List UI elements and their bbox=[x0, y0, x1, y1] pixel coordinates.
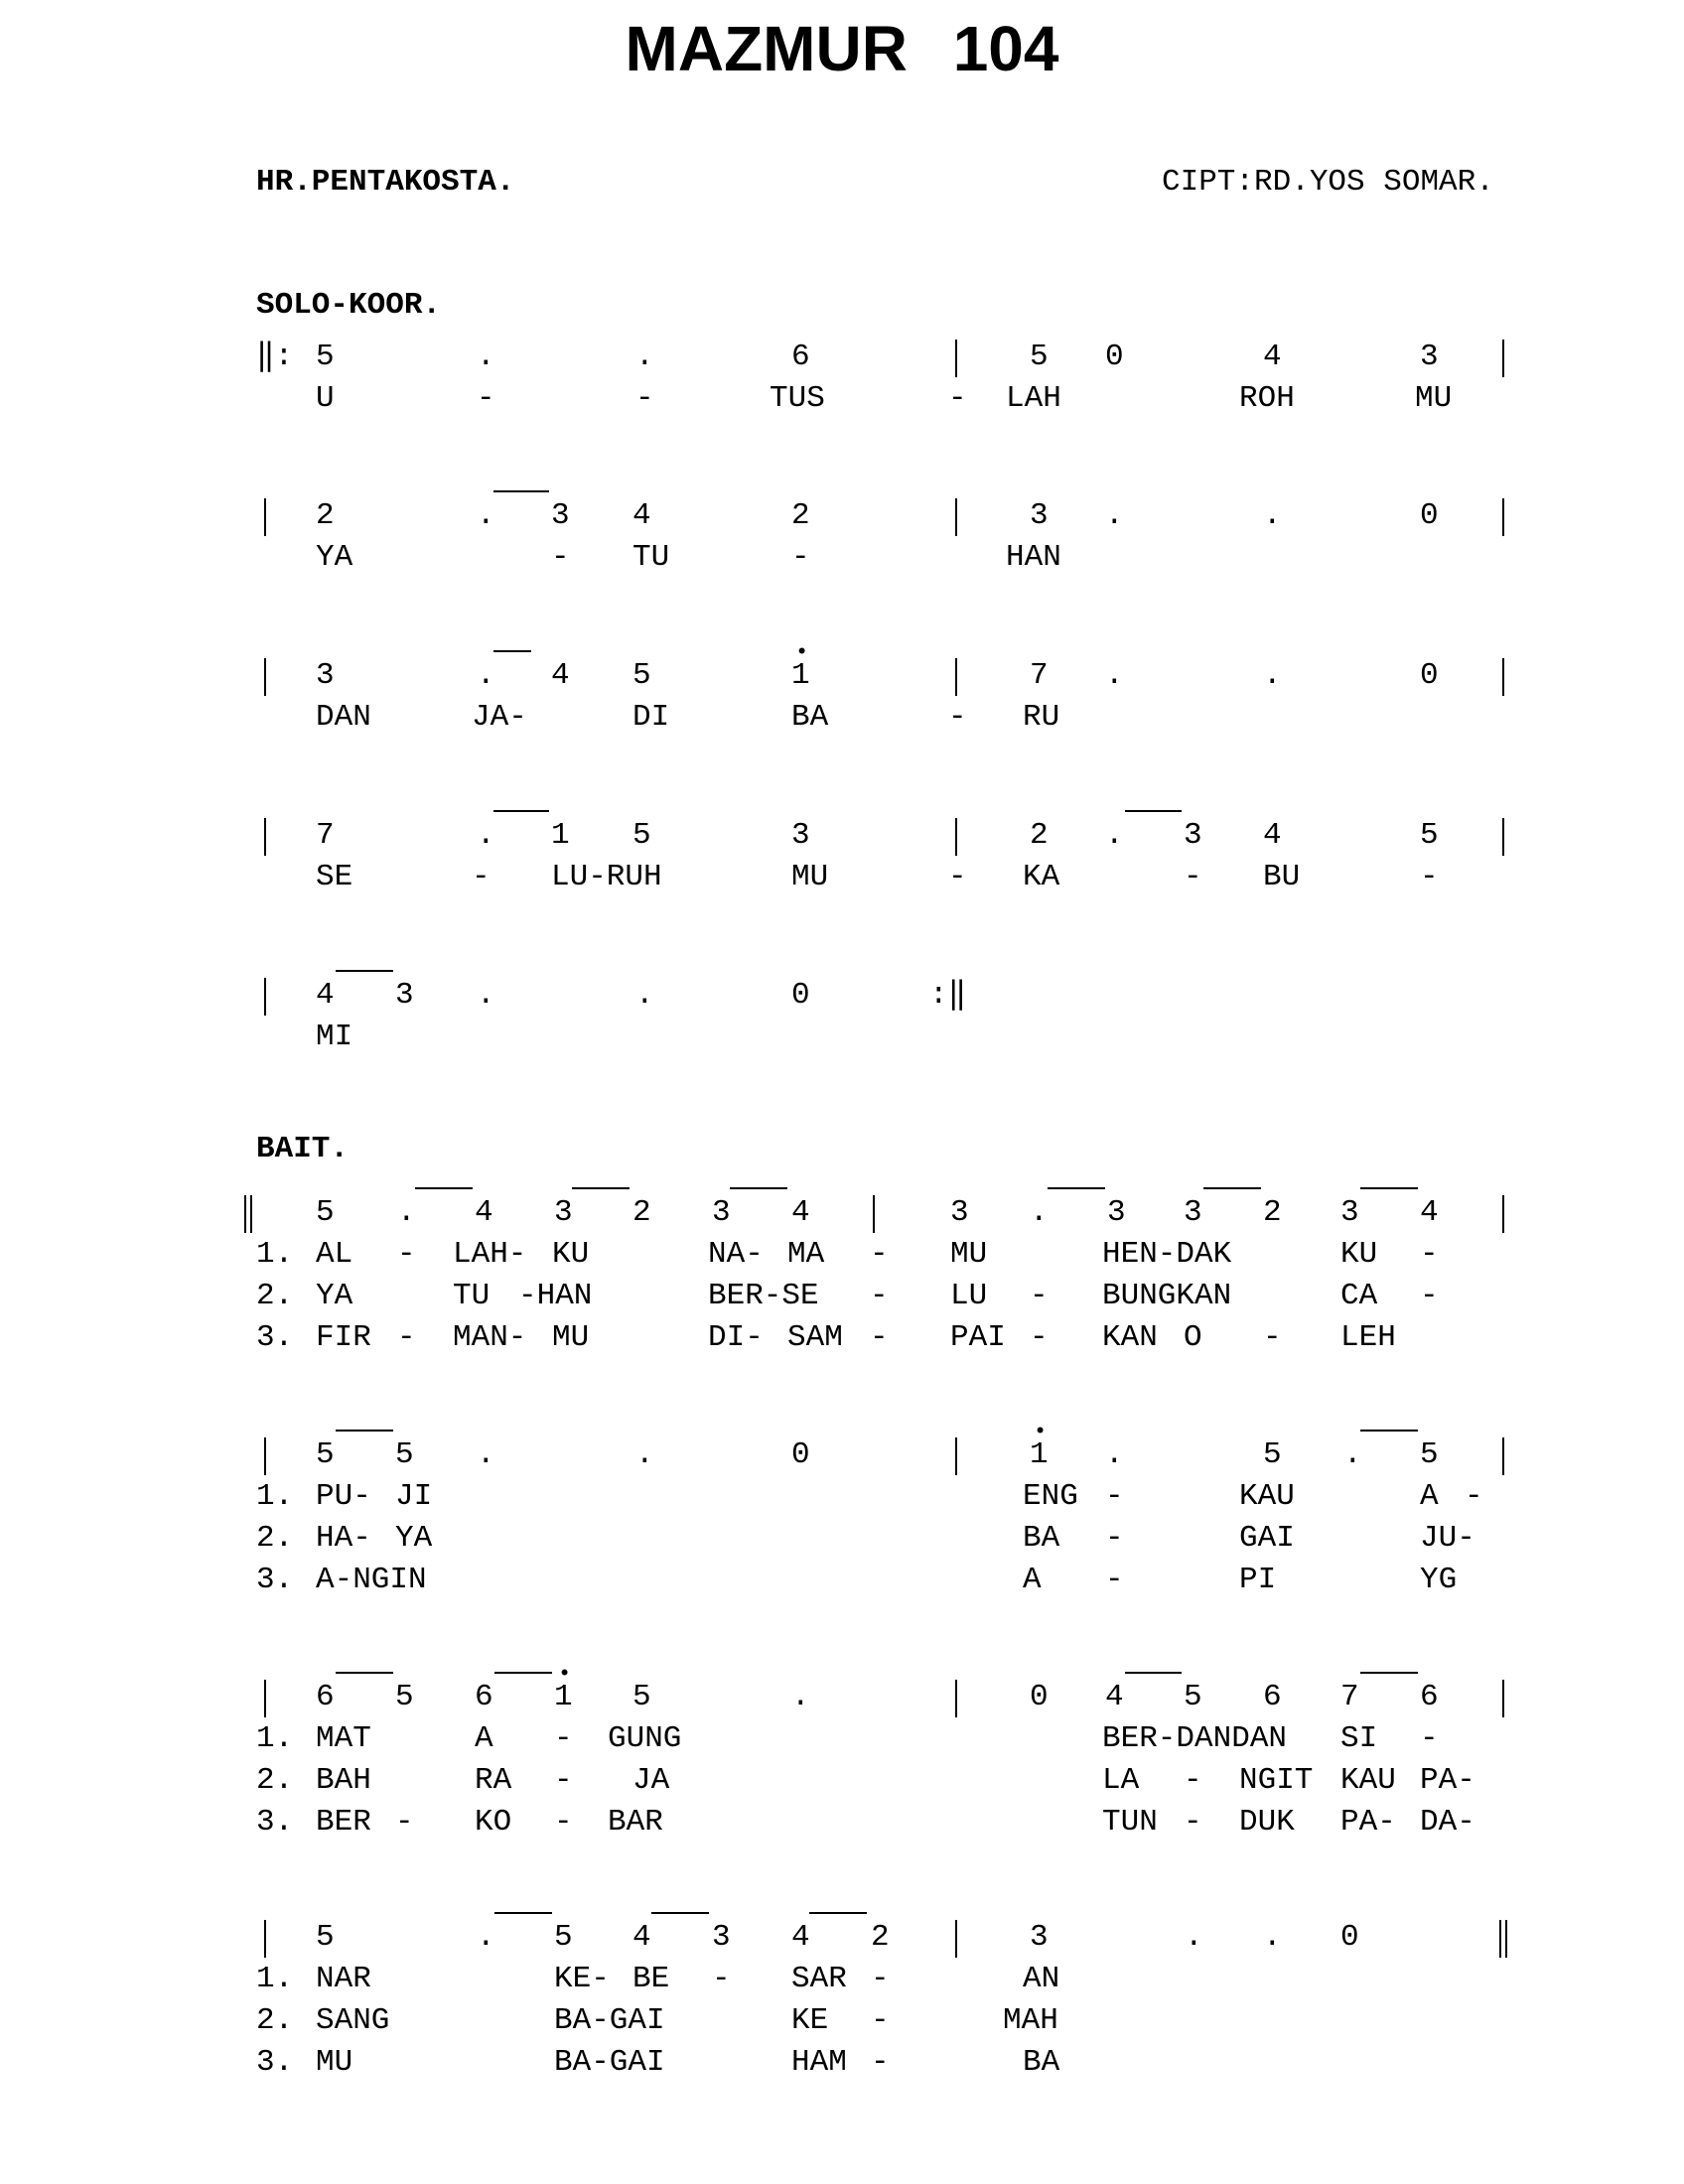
lyric: - bbox=[948, 700, 967, 735]
note: 0 bbox=[1030, 1680, 1049, 1714]
beam-line bbox=[415, 1187, 473, 1189]
note: 4 bbox=[632, 1920, 651, 1955]
note: 4 bbox=[791, 1195, 810, 1230]
beam-line bbox=[730, 1187, 787, 1189]
note: 2 bbox=[316, 498, 335, 533]
note: 5 bbox=[395, 1680, 414, 1714]
note: 5 bbox=[395, 1437, 414, 1472]
lyric: DI bbox=[632, 700, 670, 735]
note: 0 bbox=[791, 978, 810, 1013]
lyric: BER bbox=[316, 1805, 371, 1840]
note: 1 bbox=[551, 818, 570, 853]
note: . bbox=[397, 1195, 416, 1230]
note: 4 bbox=[791, 1920, 810, 1955]
lyric: MAT bbox=[316, 1721, 371, 1756]
lyric: A bbox=[1420, 1479, 1439, 1514]
lyric: BA-GAI bbox=[554, 2003, 665, 2038]
lyric: - bbox=[870, 1320, 889, 1355]
lyric: ROH bbox=[1239, 381, 1295, 416]
note: 4 bbox=[1105, 1680, 1124, 1714]
lyric: BA-GAI bbox=[554, 2045, 665, 2080]
note: 5 bbox=[316, 1437, 335, 1472]
beam-line bbox=[1048, 1187, 1105, 1189]
lyric: MU bbox=[950, 1237, 988, 1272]
lyric: TUN bbox=[1102, 1805, 1158, 1840]
bar-line bbox=[955, 340, 957, 377]
note: . bbox=[1105, 658, 1124, 693]
bar-line bbox=[955, 1680, 957, 1717]
note: 3 bbox=[791, 818, 810, 853]
lyric: KE bbox=[791, 2003, 829, 2038]
lyric: - bbox=[551, 540, 570, 575]
bar-line bbox=[955, 1920, 957, 1958]
note: 5 bbox=[316, 1920, 335, 1955]
note: 5 bbox=[316, 1195, 335, 1230]
note: 1 bbox=[1030, 1437, 1049, 1472]
note: 5 bbox=[632, 818, 651, 853]
note: 2 bbox=[871, 1920, 890, 1955]
lyric: SAM bbox=[787, 1320, 843, 1355]
lyric: GUNG bbox=[608, 1721, 682, 1756]
bar-line bbox=[1502, 1437, 1504, 1475]
lyric: O bbox=[1184, 1320, 1202, 1355]
verse-number: 2. bbox=[256, 1521, 294, 1556]
composer-credit: CIPT:RD.YOS SOMAR. bbox=[1162, 165, 1494, 200]
beam-line bbox=[809, 1912, 867, 1914]
lyric: - bbox=[1420, 860, 1439, 894]
note: 0 bbox=[1420, 658, 1439, 693]
bar-line bbox=[264, 1437, 266, 1475]
octave-dot: • bbox=[558, 1662, 572, 1687]
lyric: KA bbox=[1023, 860, 1060, 894]
lyric: PI bbox=[1239, 1563, 1277, 1597]
verse-number: 1. bbox=[256, 1721, 294, 1756]
note: 3 bbox=[551, 498, 570, 533]
bar-line bbox=[264, 978, 266, 1016]
bar-line bbox=[1502, 498, 1504, 536]
lyric: YA bbox=[316, 540, 353, 575]
beam-line bbox=[336, 1430, 393, 1432]
lyric: - bbox=[870, 1279, 889, 1313]
lyric: DA- bbox=[1420, 1805, 1475, 1840]
beam-line bbox=[1360, 1430, 1418, 1432]
note: 4 bbox=[1263, 818, 1282, 853]
lyric: MU bbox=[791, 860, 829, 894]
lyric: KO bbox=[475, 1805, 512, 1840]
lyric: BA bbox=[791, 700, 829, 735]
lyric: - bbox=[472, 860, 491, 894]
page-title: MAZMUR 104 bbox=[625, 13, 1059, 84]
lyric: - bbox=[1030, 1320, 1049, 1355]
bar-line bbox=[1502, 1680, 1504, 1717]
bar-line bbox=[264, 818, 266, 856]
beam-line bbox=[1360, 1187, 1418, 1189]
note: 3 bbox=[712, 1195, 731, 1230]
beam-line bbox=[493, 490, 549, 492]
beam-line bbox=[493, 650, 531, 652]
lyric: - bbox=[1465, 1479, 1483, 1514]
note: 4 bbox=[1420, 1195, 1439, 1230]
verse-number: 2. bbox=[256, 2003, 294, 2038]
lyric: MAN- bbox=[453, 1320, 527, 1355]
verse-number: 1. bbox=[256, 1962, 294, 1996]
verse-number: 3. bbox=[256, 2045, 294, 2080]
lyric: A-NGIN bbox=[316, 1563, 427, 1597]
lyric: - bbox=[477, 381, 495, 416]
lyric: JI bbox=[395, 1479, 433, 1514]
note: . bbox=[1105, 498, 1124, 533]
lyric: PU- bbox=[316, 1479, 371, 1514]
note: 2 bbox=[791, 498, 810, 533]
lyric: SAR bbox=[791, 1962, 847, 1996]
note: 3 bbox=[1030, 498, 1049, 533]
beam-line bbox=[493, 810, 549, 812]
note: 0 bbox=[1420, 498, 1439, 533]
lyric: - bbox=[712, 1962, 731, 1996]
lyric: BA bbox=[1023, 2045, 1060, 2080]
note: 6 bbox=[475, 1680, 493, 1714]
lyric: KE- bbox=[554, 1962, 610, 1996]
lyric: - bbox=[397, 1320, 416, 1355]
lyric: MU bbox=[316, 2045, 353, 2080]
lyric: A bbox=[1023, 1563, 1042, 1597]
bar-line bbox=[955, 498, 957, 536]
lyric: BER-DANDAN bbox=[1102, 1721, 1288, 1756]
note: 4 bbox=[475, 1195, 493, 1230]
lyric: MI bbox=[316, 1020, 353, 1054]
lyric: A bbox=[475, 1721, 493, 1756]
beam-line bbox=[1203, 1187, 1261, 1189]
verse-number: 3. bbox=[256, 1805, 294, 1840]
lyric: - bbox=[1105, 1563, 1124, 1597]
lyric: JA bbox=[632, 1763, 670, 1798]
lyric: KAU bbox=[1239, 1479, 1295, 1514]
note: 4 bbox=[632, 498, 651, 533]
note: . bbox=[1105, 1437, 1124, 1472]
lyric: - bbox=[1184, 860, 1202, 894]
note: . bbox=[477, 1920, 495, 1955]
section-heading-solo-koor: SOLO-KOOR. bbox=[256, 288, 442, 323]
lyric: LU-RUH bbox=[551, 860, 662, 894]
lyric: DI- bbox=[708, 1320, 764, 1355]
lyric: TU bbox=[453, 1279, 491, 1313]
lyric: - bbox=[1105, 1479, 1124, 1514]
bar-line bbox=[1502, 1195, 1504, 1233]
lyric: KAN bbox=[1102, 1320, 1158, 1355]
lyric: ENG bbox=[1023, 1479, 1078, 1514]
bar-line bbox=[264, 1920, 266, 1958]
note: . bbox=[1343, 1437, 1362, 1472]
lyric: LEH bbox=[1340, 1320, 1396, 1355]
double-bar-line bbox=[244, 1195, 252, 1233]
lyric: FIR bbox=[316, 1320, 371, 1355]
lyric: MA bbox=[787, 1237, 825, 1272]
lyric: - bbox=[397, 1237, 416, 1272]
lyric: AL bbox=[316, 1237, 353, 1272]
verse-number: 3. bbox=[256, 1320, 294, 1355]
verse-number: 2. bbox=[256, 1279, 294, 1313]
lyric: SI bbox=[1340, 1721, 1378, 1756]
note: . bbox=[477, 658, 495, 693]
note: 4 bbox=[316, 978, 335, 1013]
bar-line bbox=[1502, 340, 1504, 377]
note: 2 bbox=[632, 1195, 651, 1230]
verse-number: 3. bbox=[256, 1563, 294, 1597]
lyric: - bbox=[1030, 1279, 1049, 1313]
lyric: NAR bbox=[316, 1962, 371, 1996]
note: . bbox=[1030, 1195, 1049, 1230]
note: 5 bbox=[1420, 818, 1439, 853]
lyric: - bbox=[1420, 1237, 1439, 1272]
note: 3 bbox=[712, 1920, 731, 1955]
note: 4 bbox=[551, 658, 570, 693]
lyric: LAH- bbox=[453, 1237, 527, 1272]
lyric: - bbox=[1105, 1521, 1124, 1556]
lyric: KAU bbox=[1340, 1763, 1396, 1798]
verse-number: 1. bbox=[256, 1479, 294, 1514]
octave-dot: • bbox=[795, 640, 809, 665]
lyric: GAI bbox=[1239, 1521, 1295, 1556]
lyric: DUK bbox=[1239, 1805, 1295, 1840]
note: 3 bbox=[1184, 1195, 1202, 1230]
beam-line bbox=[1125, 810, 1182, 812]
note: 3 bbox=[1340, 1195, 1359, 1230]
note: 3 bbox=[554, 1195, 573, 1230]
repeat-end: :‖ bbox=[929, 978, 967, 1013]
lyric: - bbox=[395, 1805, 414, 1840]
lyric: YA bbox=[395, 1521, 433, 1556]
lyric: KU bbox=[552, 1237, 590, 1272]
note: 7 bbox=[316, 818, 335, 853]
note: . bbox=[1185, 1920, 1203, 1955]
lyric: HA- bbox=[316, 1521, 371, 1556]
beam-line bbox=[336, 970, 393, 972]
lyric: BU bbox=[1263, 860, 1301, 894]
lyric: - bbox=[871, 2003, 890, 2038]
note: 3 bbox=[1030, 1920, 1049, 1955]
lyric: CA bbox=[1340, 1279, 1378, 1313]
note: 7 bbox=[1340, 1680, 1359, 1714]
lyric: MU bbox=[552, 1320, 590, 1355]
note: 7 bbox=[1030, 658, 1049, 693]
lyric: MU bbox=[1415, 381, 1453, 416]
note: 3 bbox=[1184, 818, 1202, 853]
lyric: - bbox=[1420, 1721, 1439, 1756]
lyric: RA bbox=[475, 1763, 512, 1798]
double-bar-line bbox=[1499, 1920, 1507, 1958]
note: 5 bbox=[632, 658, 651, 693]
lyric: YG bbox=[1420, 1563, 1458, 1597]
lyric: DAN bbox=[316, 700, 371, 735]
note: 5 bbox=[1263, 1437, 1282, 1472]
beam-line bbox=[336, 1672, 393, 1674]
lyric: - bbox=[791, 540, 810, 575]
note: 5 bbox=[1030, 340, 1049, 374]
lyric: SANG bbox=[316, 2003, 390, 2038]
note: 3 bbox=[950, 1195, 969, 1230]
lyric: - bbox=[554, 1763, 573, 1798]
bar-line bbox=[264, 658, 266, 696]
repeat-start: ‖: bbox=[256, 340, 294, 374]
verse-number: 2. bbox=[256, 1763, 294, 1798]
lyric: - bbox=[1184, 1805, 1202, 1840]
note: 5 bbox=[316, 340, 335, 374]
lyric: HAM bbox=[791, 2045, 847, 2080]
bar-line bbox=[955, 1437, 957, 1475]
lyric: - bbox=[635, 381, 654, 416]
lyric: BAH bbox=[316, 1763, 371, 1798]
bar-line bbox=[264, 1680, 266, 1717]
note: 0 bbox=[791, 1437, 810, 1472]
lyric: BUNGKAN bbox=[1102, 1279, 1232, 1313]
note: . bbox=[477, 818, 495, 853]
lyric: BE bbox=[632, 1962, 670, 1996]
lyric: - bbox=[948, 381, 967, 416]
note: 4 bbox=[1263, 340, 1282, 374]
note: 3 bbox=[1107, 1195, 1126, 1230]
lyric: - bbox=[870, 1237, 889, 1272]
note: . bbox=[1263, 498, 1282, 533]
bar-line bbox=[955, 658, 957, 696]
note: 0 bbox=[1340, 1920, 1359, 1955]
lyric: BER-SE bbox=[708, 1279, 819, 1313]
note: 3 bbox=[316, 658, 335, 693]
lyric: - bbox=[871, 2045, 890, 2080]
section-heading-bait: BAIT. bbox=[256, 1132, 350, 1166]
lyric: PA- bbox=[1340, 1805, 1396, 1840]
note: . bbox=[477, 340, 495, 374]
lyric: AN bbox=[1023, 1962, 1060, 1996]
bar-line bbox=[1502, 658, 1504, 696]
octave-dot: • bbox=[1034, 1420, 1048, 1444]
beam-line bbox=[494, 1912, 552, 1914]
lyric: LU bbox=[950, 1279, 988, 1313]
lyric: - bbox=[1263, 1320, 1282, 1355]
note: . bbox=[477, 978, 495, 1013]
lyric: HAN bbox=[1006, 540, 1061, 575]
note: 3 bbox=[395, 978, 414, 1013]
lyric: LA bbox=[1102, 1763, 1140, 1798]
lyric: JA- bbox=[472, 700, 527, 735]
lyric: BA bbox=[1023, 1521, 1060, 1556]
lyric: MAH bbox=[1003, 2003, 1058, 2038]
lyric: TU bbox=[632, 540, 670, 575]
beam-line bbox=[1125, 1672, 1182, 1674]
note: 1 bbox=[554, 1680, 573, 1714]
lyric: PAI bbox=[950, 1320, 1006, 1355]
note: 3 bbox=[1420, 340, 1439, 374]
note: . bbox=[635, 1437, 654, 1472]
note: 5 bbox=[632, 1680, 651, 1714]
note: 6 bbox=[1420, 1680, 1439, 1714]
lyric: NA- bbox=[708, 1237, 764, 1272]
note: 5 bbox=[1420, 1437, 1439, 1472]
beam-line bbox=[1360, 1672, 1418, 1674]
lyric: U bbox=[316, 381, 335, 416]
note: 6 bbox=[316, 1680, 335, 1714]
lyric: KU bbox=[1340, 1237, 1378, 1272]
lyric: SE bbox=[316, 860, 353, 894]
note: 5 bbox=[554, 1920, 573, 1955]
note: 5 bbox=[1184, 1680, 1202, 1714]
bar-line bbox=[873, 1195, 875, 1233]
note: . bbox=[635, 978, 654, 1013]
note: . bbox=[477, 498, 495, 533]
lyric: - bbox=[871, 1962, 890, 1996]
lyric: LAH bbox=[1006, 381, 1061, 416]
verse-number: 1. bbox=[256, 1237, 294, 1272]
beam-line bbox=[572, 1187, 630, 1189]
note: 6 bbox=[1263, 1680, 1282, 1714]
beam-line bbox=[494, 1672, 552, 1674]
note: . bbox=[1263, 658, 1282, 693]
lyric: -HAN bbox=[518, 1279, 593, 1313]
lyric: JU- bbox=[1420, 1521, 1475, 1556]
lyric: YA bbox=[316, 1279, 353, 1313]
bar-line bbox=[1502, 818, 1504, 856]
beam-line bbox=[651, 1912, 709, 1914]
note: . bbox=[1263, 1920, 1282, 1955]
note: 2 bbox=[1263, 1195, 1282, 1230]
note: 0 bbox=[1105, 340, 1124, 374]
lyric: - bbox=[554, 1721, 573, 1756]
note: 2 bbox=[1030, 818, 1049, 853]
lyric: - bbox=[554, 1805, 573, 1840]
note: . bbox=[635, 340, 654, 374]
lyric: RU bbox=[1023, 700, 1060, 735]
lyric: TUS bbox=[770, 381, 825, 416]
lyric: HEN-DAK bbox=[1102, 1237, 1232, 1272]
lyric: - bbox=[948, 860, 967, 894]
lyric: BAR bbox=[608, 1805, 663, 1840]
lyric: - bbox=[1420, 1279, 1439, 1313]
bar-line bbox=[264, 498, 266, 536]
note: . bbox=[477, 1437, 495, 1472]
note: 1 bbox=[791, 658, 810, 693]
occasion-label: HR.PENTAKOSTA. bbox=[256, 165, 515, 200]
note: 6 bbox=[791, 340, 810, 374]
lyric: - bbox=[1184, 1763, 1202, 1798]
lyric: PA- bbox=[1420, 1763, 1475, 1798]
bar-line bbox=[955, 818, 957, 856]
lyric: NGIT bbox=[1239, 1763, 1314, 1798]
note: . bbox=[1105, 818, 1124, 853]
note: . bbox=[791, 1680, 810, 1714]
